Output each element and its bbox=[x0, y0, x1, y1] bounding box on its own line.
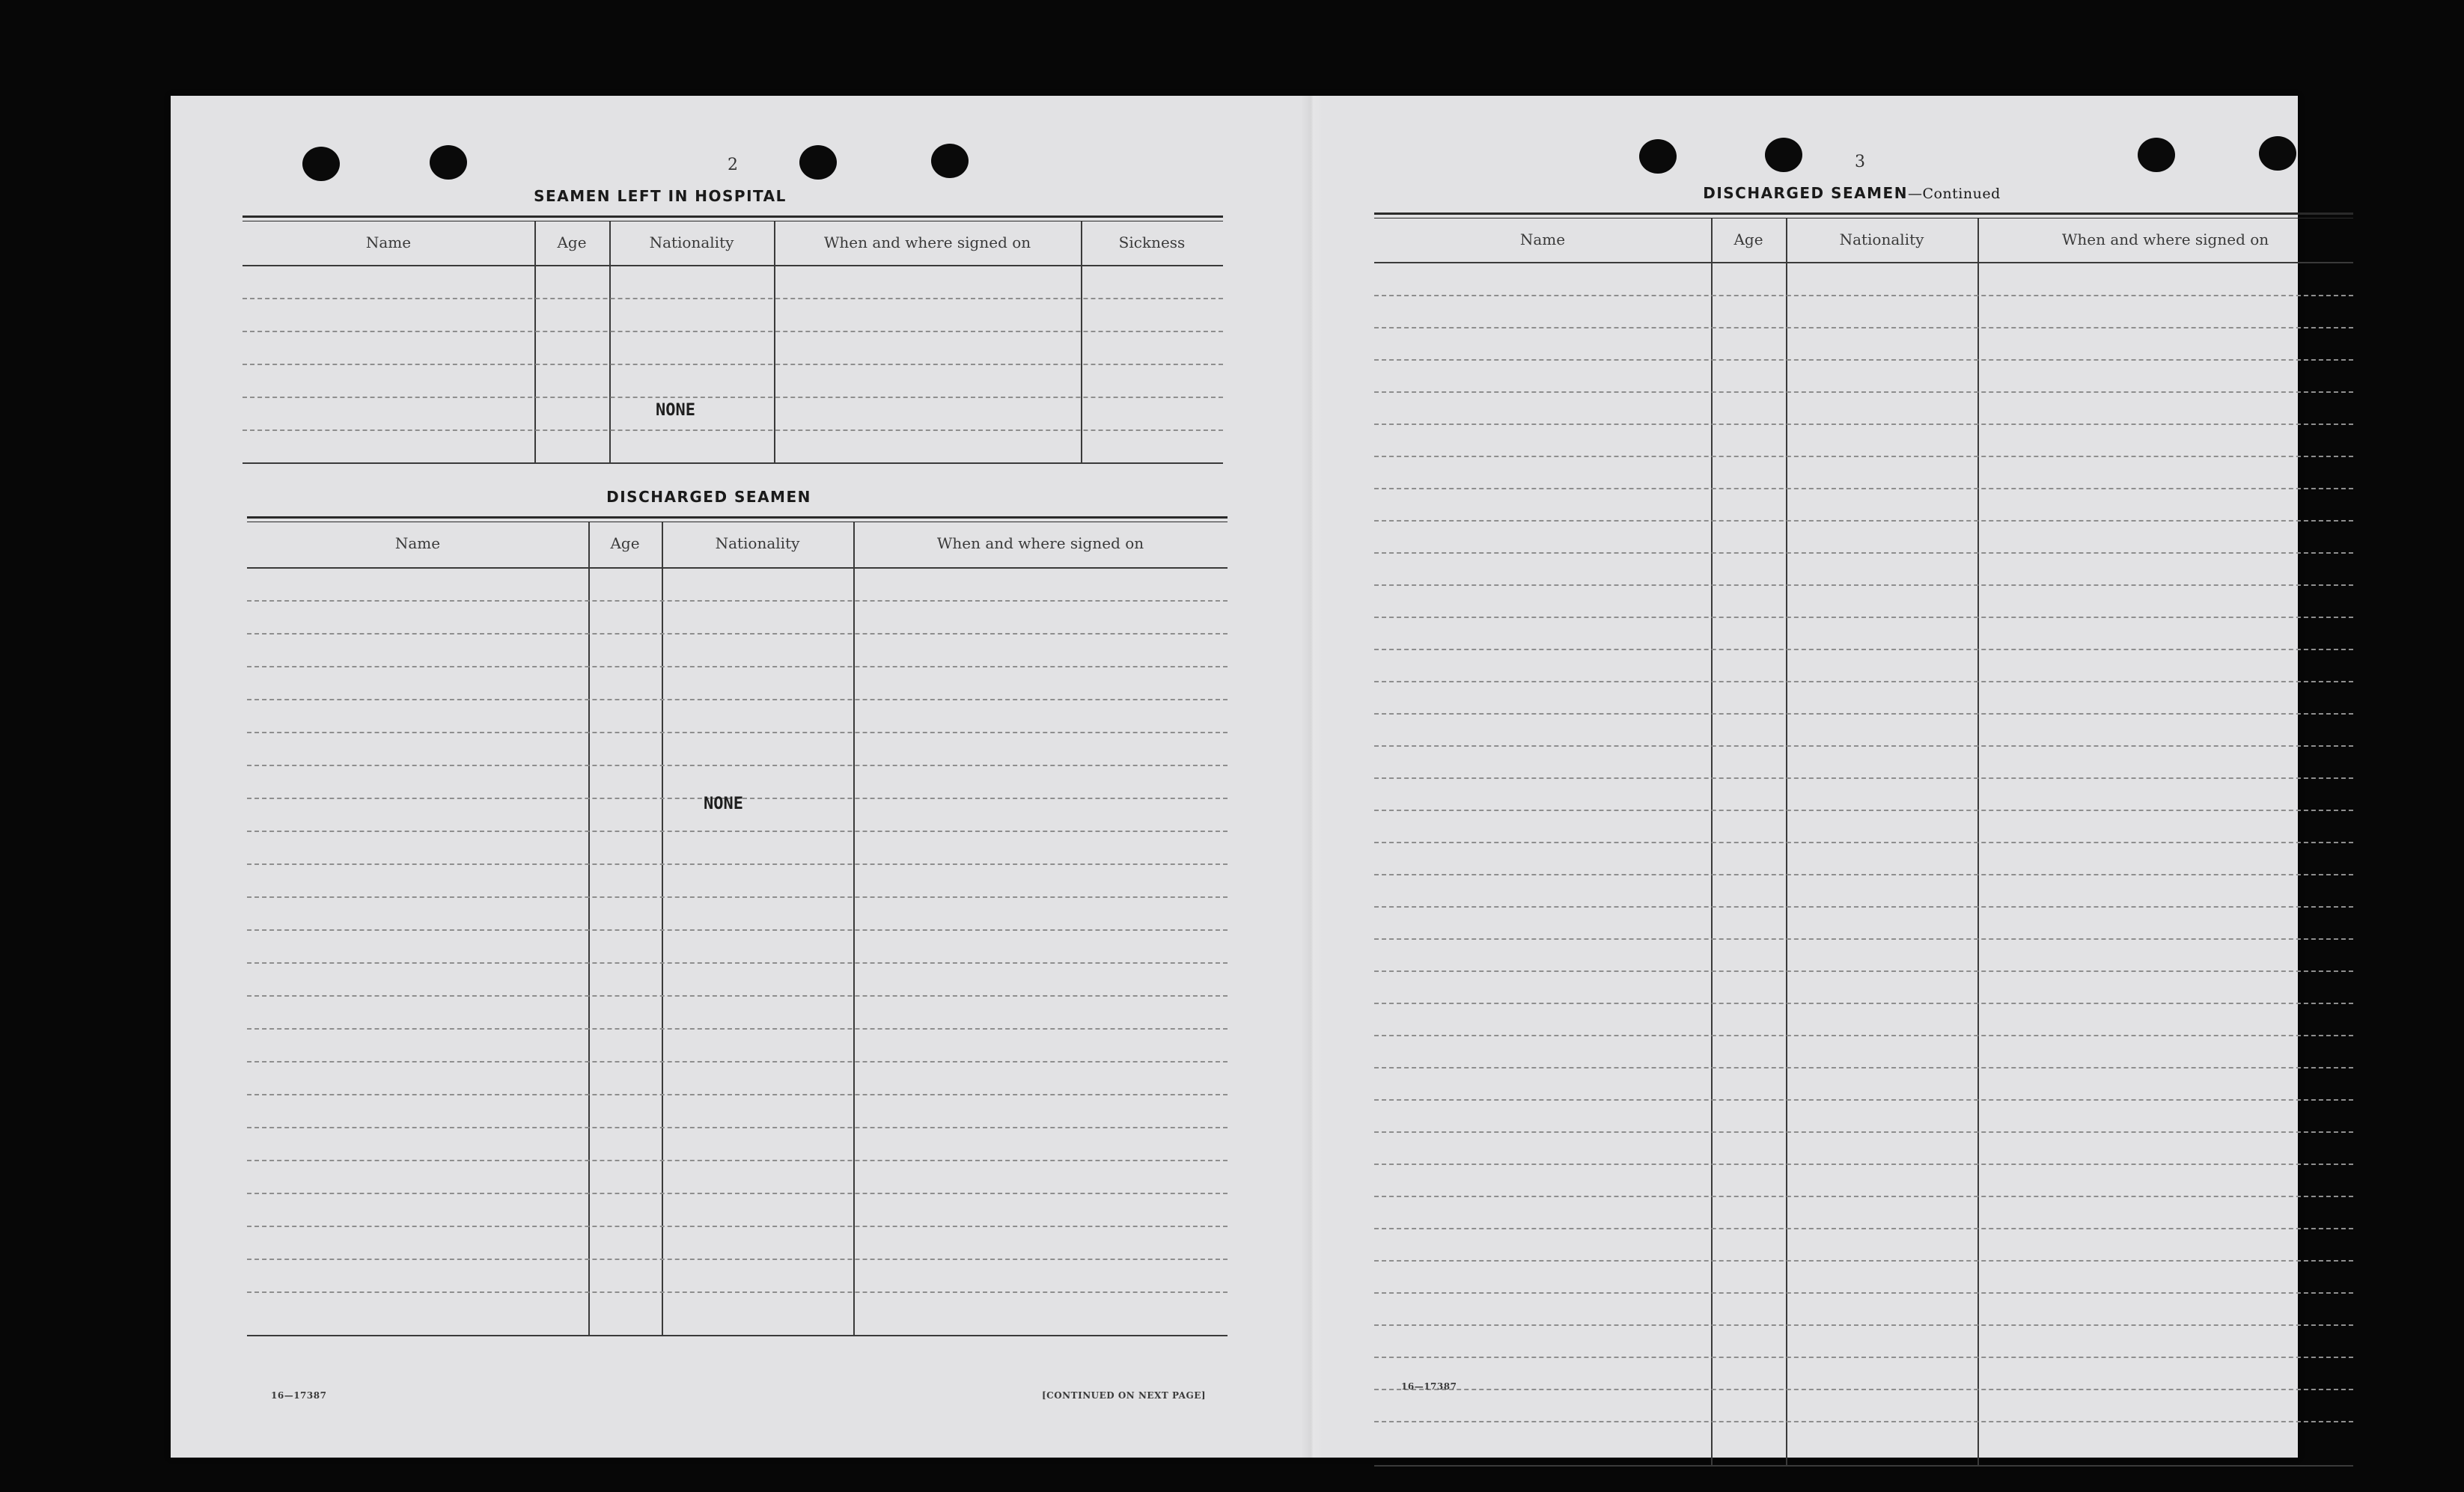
hospital-table bbox=[243, 215, 1223, 470]
column-header: When and where signed on bbox=[936, 534, 1144, 552]
discharged-table bbox=[247, 516, 1228, 1482]
hospital-section-title: SEAMEN LEFT IN HOSPITAL bbox=[534, 187, 787, 205]
column-header: Age bbox=[1733, 230, 1763, 248]
punch-hole bbox=[2138, 138, 2175, 172]
column-header: Age bbox=[610, 534, 640, 552]
column-header: Sickness bbox=[1118, 233, 1186, 251]
column-header: Nationality bbox=[1839, 230, 1924, 248]
punch-hole bbox=[1765, 138, 1802, 172]
punch-hole bbox=[931, 144, 969, 178]
book-spine bbox=[1301, 96, 1323, 1458]
discharged-continued-title bbox=[1642, 184, 2061, 202]
column-header: Name bbox=[394, 534, 441, 552]
page-number-left: 2 bbox=[728, 156, 738, 174]
page-number-right: 3 bbox=[1855, 153, 1865, 171]
column-header: Name bbox=[1519, 230, 1566, 248]
column-header: Age bbox=[557, 233, 587, 251]
discharged-continued-table bbox=[1374, 213, 2353, 1470]
punch-hole bbox=[302, 147, 340, 181]
column-header: When and where signed on bbox=[823, 233, 1031, 251]
continued-note: [CONTINUED ON NEXT PAGE] bbox=[1042, 1390, 1207, 1401]
column-header: When and where signed on bbox=[2061, 230, 2269, 248]
discharged-section-title: DISCHARGED SEAMEN bbox=[606, 488, 811, 506]
form-number: 16—17387 bbox=[271, 1390, 327, 1401]
punch-hole bbox=[2259, 136, 2296, 171]
punch-hole bbox=[799, 145, 837, 180]
punch-hole bbox=[1639, 139, 1677, 174]
column-header: Nationality bbox=[715, 534, 800, 552]
punch-hole bbox=[430, 145, 467, 180]
form-number: 16—17387 bbox=[1401, 1381, 1457, 1392]
column-header: Name bbox=[365, 233, 412, 251]
document-spread bbox=[171, 96, 2298, 1458]
column-header: Nationality bbox=[649, 233, 734, 251]
typed-entry: NONE bbox=[704, 795, 743, 813]
section-title-main: DISCHARGED SEAMEN bbox=[1703, 184, 1908, 202]
section-title-sub: —Continued bbox=[1907, 186, 2001, 202]
typed-entry: NONE bbox=[656, 401, 695, 420]
